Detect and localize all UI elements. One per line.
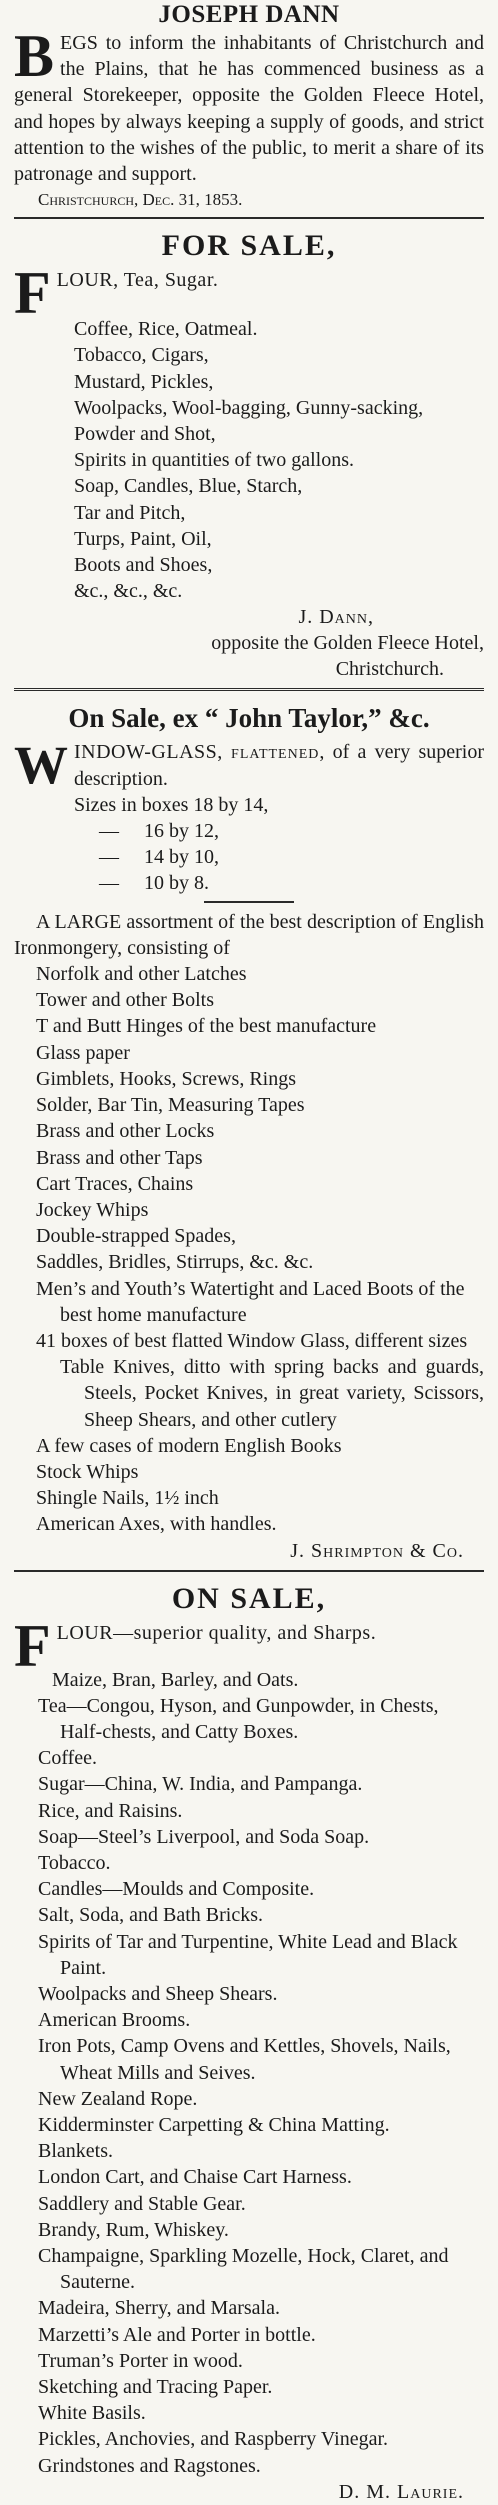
list-item: Marzetti’s Ale and Porter in bottle. <box>38 2323 316 2346</box>
list-item: Turps, Paint, Oil, <box>74 527 212 550</box>
divider <box>14 1570 484 1572</box>
size-row: — 10 by 8. <box>99 872 209 895</box>
list-item: Glass paper <box>36 1041 130 1064</box>
ad-body <box>14 23 484 187</box>
list-item: American Axes, with handles. <box>36 1513 277 1536</box>
signature: J. Dann, <box>298 606 374 629</box>
list-item: Truman’s Porter in wood. <box>38 2349 243 2372</box>
list-item: Saddles, Bridles, Stirrups, &c. &c. <box>36 1251 314 1274</box>
list-item: Tower and other Bolts <box>36 989 215 1012</box>
list-item: Spirits of Tar and Turpentine, White Lead and Black Paint. <box>38 1930 458 1979</box>
list-item: Coffee, Rice, Oatmeal. <box>74 318 258 341</box>
item-list <box>14 316 484 604</box>
list-item: Norfolk and other Latches <box>36 963 247 986</box>
list-item: Coffee. <box>38 1747 98 1770</box>
first-line-text: LOUR—superior quality, and Sharps. <box>56 1621 377 1644</box>
list-item: Solder, Bar Tin, Measuring Tapes <box>36 1094 305 1117</box>
list-item: Mustard, Pickles, <box>74 370 214 393</box>
size-row: — 16 by 12, <box>99 820 219 843</box>
assortment-paragraph: A LARGE assortment of the best description of English Ironmongery, consisting of <box>14 910 484 959</box>
first-line-text: LOUR, Tea, Sugar. <box>56 269 219 292</box>
signature: D. M. Laurie. <box>338 2480 464 2503</box>
list-item: Tar and Pitch, <box>74 501 186 524</box>
list-item: Jockey Whips <box>36 1198 149 1221</box>
address-line: Christchurch. <box>335 658 444 681</box>
ad-on-sale <box>14 1578 484 2505</box>
sizes-intro: Sizes in boxes 18 by 14, <box>74 793 269 816</box>
list-item: Brandy, Rum, Whiskey. <box>38 2218 229 2241</box>
list-item: Pickles, Anchovies, and Raspberry Vinegar. <box>38 2428 389 2451</box>
list-item: Brass and other Taps <box>36 1146 203 1169</box>
drop-cap: F <box>14 1619 51 1669</box>
divider <box>14 688 484 691</box>
list-item: Gimblets, Hooks, Screws, Rings <box>36 1067 296 1090</box>
list-item: Brass and other Locks <box>36 1120 215 1143</box>
list-item: Champaigne, Sparkling Mozelle, Hock, Claret, and Sauterne. <box>38 2245 449 2294</box>
list-item: Soap, Candles, Blue, Starch, <box>74 475 303 498</box>
list-item: Iron Pots, Camp Ovens and Kettles, Shovels, Nails, Wheat Mills and Seives. <box>38 2035 451 2084</box>
drop-cap: F <box>14 267 51 317</box>
list-item: Tobacco. <box>38 1851 111 1874</box>
list-item: Boots and Shoes, <box>74 554 213 577</box>
list-item: Maize, Bran, Barley, and Oats. <box>52 1668 299 1691</box>
list-item: T and Butt Hinges of the best manufacture <box>36 1015 377 1038</box>
divider <box>14 217 484 219</box>
list-item: A few cases of modern English Books <box>36 1434 342 1457</box>
first-line <box>14 1620 484 1669</box>
list-item: London Cart, and Chaise Cart Harness. <box>38 2166 352 2189</box>
dateline: Christchurch, Dec. 31, 1853. <box>38 190 243 210</box>
list-item: New Zealand Rope. <box>38 2087 198 2110</box>
list-item: Blankets. <box>38 2140 113 2163</box>
list-item: Stock Whips <box>36 1460 139 1483</box>
ad-john-taylor <box>14 697 484 1563</box>
list-item: &c., &c., &c. <box>74 580 183 603</box>
item-list <box>14 1667 484 2479</box>
list-item: Shingle Nails, 1½ inch <box>36 1487 219 1510</box>
first-line <box>14 267 484 316</box>
ad-body-text: EGS to inform the inhabitants of Christchurch and the Plains, that he has commenced business as a general Storekeeper, opposite the Golden Fleece Hotel, and hopes by always keeping a supply of goods, and strict attention to the wishes of the public, to merit a share of its patronage and support. <box>14 32 484 186</box>
list-item: Grindstones and Ragstones. <box>38 2454 261 2477</box>
ad-title: JOSEPH DANN <box>158 1 340 28</box>
list-item: Powder and Shot, <box>74 423 216 446</box>
list-item: Double-strapped Spades, <box>36 1225 236 1248</box>
sizes-list <box>14 818 484 897</box>
section-heading: On Sale, ex “ John Taylor,” &c. <box>68 703 430 734</box>
ad-joseph-dann <box>14 0 484 211</box>
signature: J. Shrimpton & Co. <box>290 1539 464 1562</box>
list-item: Tobacco, Cigars, <box>74 344 209 367</box>
list-item: Table Knives, ditto with spring backs and guards, Steels, Pocket Knives, in great variety, Scissors, Sheep Shears, and other cutlery <box>60 1356 484 1431</box>
list-item: Cart Traces, Chains <box>36 1172 194 1195</box>
list-item: Kidderminster Carpetting & China Matting. <box>38 2114 390 2136</box>
list-item: Spirits in quantities of two gallons. <box>74 449 354 472</box>
list-item: Tea—Congou, Hyson, and Gunpowder, in Chests, Half-chests, and Catty Boxes. <box>38 1694 439 1743</box>
drop-cap: W <box>14 735 68 796</box>
list-item: Madeira, Sherry, and Marsala. <box>38 2297 280 2320</box>
size-row: — 14 by 10, <box>99 846 219 869</box>
section-heading: FOR SALE, <box>161 229 337 263</box>
list-item: 41 boxes of best flatted Window Glass, different sizes <box>36 1329 468 1352</box>
first-line: WINDOW-GLASS, flattened, of a very superior description. <box>14 735 484 796</box>
address-line: opposite the Golden Fleece Hotel, <box>211 632 484 655</box>
section-heading: ON SALE, <box>171 1581 327 1615</box>
short-divider <box>204 901 294 903</box>
list-item: Woolpacks, Wool-bagging, Gunny-sacking, <box>74 396 424 419</box>
drop-cap: B <box>14 23 55 89</box>
list-item: Sugar—China, W. India, and Pampanga. <box>38 1773 363 1796</box>
list-item: Saddlery and Stable Gear. <box>38 2192 246 2215</box>
list-item: Salt, Soda, and Bath Bricks. <box>38 1904 263 1927</box>
list-item: White Basils. <box>38 2402 146 2425</box>
item-list <box>14 961 484 1537</box>
list-item: Candles—Moulds and Composite. <box>38 1878 315 1901</box>
list-item: Rice, and Raisins. <box>38 1799 183 1822</box>
list-item: Men’s and Youth’s Watertight and Laced Boots of the best home manufacture <box>36 1277 465 1326</box>
ad-for-sale <box>14 225 484 682</box>
list-item: Sketching and Tracing Paper. <box>38 2376 273 2399</box>
list-item: Soap—Steel’s Liverpool, and Soda Soap. <box>38 1825 370 1848</box>
list-item: American Brooms. <box>38 2009 191 2032</box>
list-item: Woolpacks and Sheep Shears. <box>38 1982 278 2005</box>
